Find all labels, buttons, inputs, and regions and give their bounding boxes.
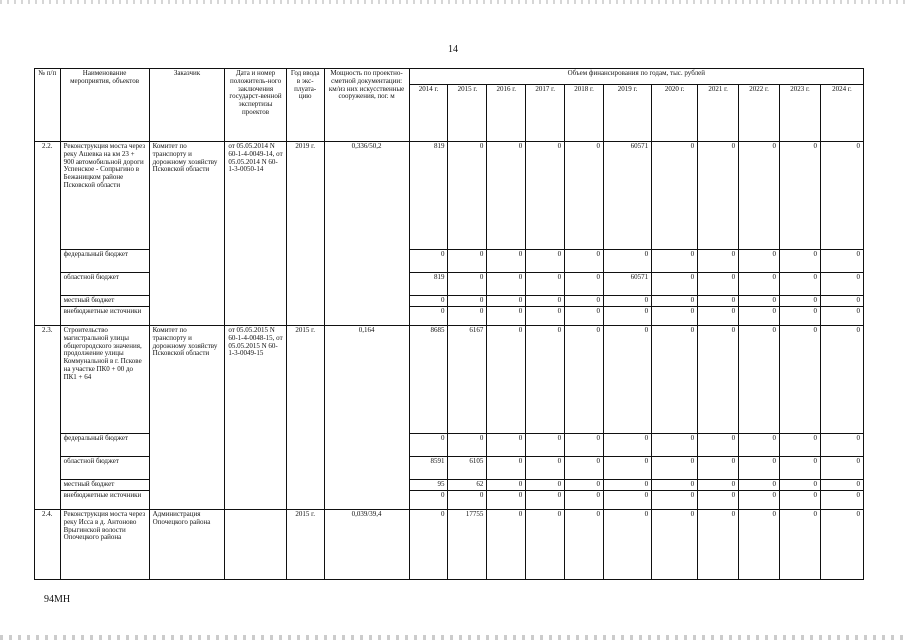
- project-capacity: 0,336/50,2: [324, 142, 409, 326]
- project-name: Строительство магистральной улицы общегородского значения, продолжение улицы Коммунальной в г. Пскове на участке ПК0 + 00 до ПК1 + 64: [60, 326, 149, 434]
- value-cell: 0: [652, 307, 698, 326]
- value-cell: 0: [487, 307, 526, 326]
- value-cell: 0: [565, 296, 604, 307]
- value-cell: 0: [780, 510, 821, 580]
- value-cell: 0: [448, 296, 487, 307]
- project-name: Реконструкция моста через реку Исса в д. Антоново Врыгинской волости Опочецкого района: [60, 510, 149, 580]
- value-cell: 0: [698, 273, 739, 296]
- value-cell: 0: [698, 307, 739, 326]
- value-cell: 0: [698, 510, 739, 580]
- budget-source-label: федеральный бюджет: [60, 250, 149, 273]
- funding-table: [34, 68, 864, 580]
- budget-source-label: внебюджетные источники: [60, 491, 149, 510]
- value-cell: 17755: [448, 510, 487, 580]
- value-cell: 6167: [448, 326, 487, 434]
- value-cell: 0: [604, 480, 652, 491]
- table-header: [35, 69, 864, 142]
- value-cell: 0: [698, 491, 739, 510]
- value-cell: 0: [780, 491, 821, 510]
- value-cell: 0: [739, 326, 780, 434]
- value-cell: 0: [820, 491, 863, 510]
- scan-edge-top: [0, 0, 905, 4]
- value-cell: 0: [565, 457, 604, 480]
- value-cell: 0: [526, 326, 565, 434]
- value-cell: 60571: [604, 273, 652, 296]
- value-cell: 0: [739, 434, 780, 457]
- project-expertise: от 05.05.2014 N 60-1-4-0049-14, от 05.05.2014 N 60-1-3-0050-14: [225, 142, 286, 326]
- value-cell: 0: [698, 142, 739, 250]
- value-cell: 819: [409, 273, 448, 296]
- project-customer: Комитет по транспорту и дорожному хозяйству Псковской области: [149, 142, 225, 326]
- budget-source-label: областной бюджет: [60, 273, 149, 296]
- scan-edge-bottom: [0, 635, 905, 640]
- value-cell: 0: [565, 326, 604, 434]
- budget-source-label: федеральный бюджет: [60, 434, 149, 457]
- project-capacity: 0,039/39,4: [324, 510, 409, 580]
- value-cell: 0: [526, 491, 565, 510]
- value-cell: 0: [820, 510, 863, 580]
- value-cell: 0: [780, 142, 821, 250]
- project-year: 2019 г.: [286, 142, 324, 326]
- value-cell: 0: [604, 296, 652, 307]
- project-capacity: 0,164: [324, 326, 409, 510]
- value-cell: 8685: [409, 326, 448, 434]
- header-year-2017: 2017 г.: [526, 85, 565, 142]
- value-cell: 0: [526, 250, 565, 273]
- project-number: 2.4.: [35, 510, 61, 580]
- header-num: № п/п: [35, 69, 61, 142]
- value-cell: 0: [739, 142, 780, 250]
- value-cell: 0: [739, 273, 780, 296]
- header-name: Наименование мероприятия, объектов: [60, 69, 149, 142]
- value-cell: 0: [448, 434, 487, 457]
- header-year-2024: 2024 г.: [820, 85, 863, 142]
- value-cell: 0: [820, 296, 863, 307]
- value-cell: 0: [448, 307, 487, 326]
- value-cell: 0: [409, 307, 448, 326]
- value-cell: 0: [487, 510, 526, 580]
- value-cell: 0: [698, 250, 739, 273]
- project-row: [35, 510, 864, 580]
- header-year-2023: 2023 г.: [780, 85, 821, 142]
- value-cell: 0: [820, 434, 863, 457]
- value-cell: 0: [604, 434, 652, 457]
- value-cell: 62: [448, 480, 487, 491]
- value-cell: 0: [820, 307, 863, 326]
- project-year: 2015 г.: [286, 326, 324, 510]
- value-cell: 0: [780, 480, 821, 491]
- value-cell: 0: [604, 457, 652, 480]
- value-cell: 0: [698, 326, 739, 434]
- header-year: Год ввода в экс-плуата-цию: [286, 69, 324, 142]
- value-cell: 0: [820, 273, 863, 296]
- value-cell: 0: [652, 296, 698, 307]
- value-cell: 0: [820, 457, 863, 480]
- value-cell: 0: [409, 491, 448, 510]
- project-number: 2.3.: [35, 326, 61, 510]
- value-cell: 0: [820, 326, 863, 434]
- value-cell: 0: [409, 296, 448, 307]
- value-cell: 0: [739, 457, 780, 480]
- project-customer: Комитет по транспорту и дорожному хозяйству Псковской области: [149, 326, 225, 510]
- value-cell: 0: [565, 142, 604, 250]
- value-cell: 0: [604, 307, 652, 326]
- value-cell: 0: [739, 510, 780, 580]
- value-cell: 0: [780, 250, 821, 273]
- value-cell: 0: [565, 307, 604, 326]
- value-cell: 0: [652, 491, 698, 510]
- value-cell: 0: [652, 480, 698, 491]
- header-year-2022: 2022 г.: [739, 85, 780, 142]
- value-cell: 0: [698, 480, 739, 491]
- header-funding: Объем финансирования по годам, тыс. рублей: [409, 69, 863, 85]
- header-capacity: Мощность по проектно-сметной документации: км/из них искусственные сооружения, пог. м: [324, 69, 409, 142]
- value-cell: 8591: [409, 457, 448, 480]
- value-cell: 0: [487, 273, 526, 296]
- value-cell: 0: [604, 491, 652, 510]
- budget-source-label: местный бюджет: [60, 480, 149, 491]
- value-cell: 0: [698, 434, 739, 457]
- page-number: 14: [448, 44, 458, 55]
- value-cell: 60571: [604, 142, 652, 250]
- project-name: Реконструкция моста через реку Ашевка на км 23 + 900 автомобильной дороги Успенское - Сопрыгино в Бежаницком районе Псковской области: [60, 142, 149, 250]
- footer-code: 94МН: [44, 594, 71, 605]
- value-cell: 0: [652, 434, 698, 457]
- value-cell: 0: [565, 250, 604, 273]
- value-cell: 0: [739, 307, 780, 326]
- header-year-2018: 2018 г.: [565, 85, 604, 142]
- header-year-2019: 2019 г.: [604, 85, 652, 142]
- value-cell: 0: [739, 296, 780, 307]
- budget-source-label: внебюджетные источники: [60, 307, 149, 326]
- value-cell: 0: [652, 510, 698, 580]
- value-cell: 0: [526, 307, 565, 326]
- value-cell: 0: [780, 434, 821, 457]
- value-cell: 0: [565, 273, 604, 296]
- value-cell: 0: [820, 250, 863, 273]
- header-customer: Заказчик: [149, 69, 225, 142]
- header-year-2015: 2015 г.: [448, 85, 487, 142]
- value-cell: 0: [780, 307, 821, 326]
- header-year-2016: 2016 г.: [487, 85, 526, 142]
- value-cell: 0: [739, 250, 780, 273]
- value-cell: 0: [409, 250, 448, 273]
- budget-source-label: местный бюджет: [60, 296, 149, 307]
- project-expertise: от 05.05.2015 N 60-1-4-0048-15, от 05.05.2015 N 60-1-3-0049-15: [225, 326, 286, 510]
- value-cell: 0: [604, 326, 652, 434]
- value-cell: 95: [409, 480, 448, 491]
- value-cell: 0: [448, 250, 487, 273]
- value-cell: 0: [652, 457, 698, 480]
- table-body: [35, 142, 864, 580]
- value-cell: 0: [698, 296, 739, 307]
- value-cell: 0: [604, 250, 652, 273]
- value-cell: 0: [526, 273, 565, 296]
- value-cell: 0: [487, 434, 526, 457]
- value-cell: 0: [487, 457, 526, 480]
- value-cell: 0: [739, 491, 780, 510]
- value-cell: 0: [526, 142, 565, 250]
- value-cell: 0: [526, 480, 565, 491]
- value-cell: 0: [409, 510, 448, 580]
- value-cell: 0: [487, 491, 526, 510]
- project-expertise: [225, 510, 286, 580]
- project-row: [35, 326, 864, 434]
- value-cell: 0: [448, 273, 487, 296]
- value-cell: 0: [448, 142, 487, 250]
- value-cell: 0: [652, 273, 698, 296]
- value-cell: 0: [487, 142, 526, 250]
- project-customer: Администрация Опочецкого района: [149, 510, 225, 580]
- value-cell: 0: [487, 326, 526, 434]
- value-cell: 0: [565, 491, 604, 510]
- value-cell: 819: [409, 142, 448, 250]
- value-cell: 0: [526, 510, 565, 580]
- value-cell: 0: [565, 434, 604, 457]
- value-cell: 0: [604, 510, 652, 580]
- project-year: 2015 г.: [286, 510, 324, 580]
- value-cell: 0: [780, 273, 821, 296]
- value-cell: 0: [652, 142, 698, 250]
- value-cell: 0: [487, 296, 526, 307]
- value-cell: 0: [652, 250, 698, 273]
- header-year-2014: 2014 г.: [409, 85, 448, 142]
- value-cell: 0: [780, 296, 821, 307]
- budget-source-label: областной бюджет: [60, 457, 149, 480]
- header-expertise: Дата и номер положитель-ного заключения государст-венной экспертизы проектов: [225, 69, 286, 142]
- value-cell: 0: [565, 480, 604, 491]
- value-cell: 0: [487, 480, 526, 491]
- value-cell: 0: [409, 434, 448, 457]
- value-cell: 0: [526, 434, 565, 457]
- project-row: [35, 142, 864, 250]
- value-cell: 0: [652, 326, 698, 434]
- header-year-2021: 2021 г.: [698, 85, 739, 142]
- value-cell: 0: [739, 480, 780, 491]
- header-year-2020: 2020 г.: [652, 85, 698, 142]
- value-cell: 6105: [448, 457, 487, 480]
- value-cell: 0: [487, 250, 526, 273]
- value-cell: 0: [565, 510, 604, 580]
- value-cell: 0: [698, 457, 739, 480]
- value-cell: 0: [526, 457, 565, 480]
- value-cell: 0: [780, 457, 821, 480]
- value-cell: 0: [820, 480, 863, 491]
- value-cell: 0: [448, 491, 487, 510]
- project-number: 2.2.: [35, 142, 61, 326]
- value-cell: 0: [526, 296, 565, 307]
- value-cell: 0: [820, 142, 863, 250]
- value-cell: 0: [780, 326, 821, 434]
